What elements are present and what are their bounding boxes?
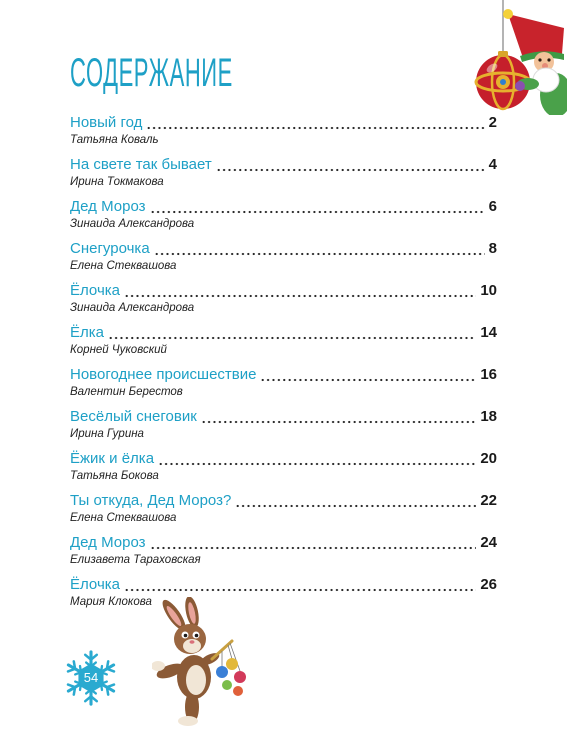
entry-page-number: 22 bbox=[480, 492, 497, 509]
entry-page-number: 18 bbox=[480, 408, 497, 425]
toc-entry-row bbox=[70, 450, 497, 468]
entry-title: Новогоднее происшествие bbox=[70, 366, 257, 383]
toc-entry bbox=[70, 576, 497, 618]
entry-title: Снегурочка bbox=[70, 240, 150, 257]
toc-entry bbox=[70, 408, 497, 450]
toc-entry bbox=[70, 534, 497, 576]
toc-entry-row bbox=[70, 366, 497, 384]
dot-leader bbox=[108, 324, 476, 342]
entry-title: На свете так бывает bbox=[70, 156, 212, 173]
toc-entry bbox=[70, 324, 497, 366]
entry-page-number: 24 bbox=[480, 534, 497, 551]
entry-author: Ирина Гурина bbox=[70, 428, 144, 440]
toc-entry-row bbox=[70, 492, 497, 510]
toc-entry-row bbox=[70, 198, 497, 216]
entry-title: Ёлочка bbox=[70, 576, 120, 593]
dot-leader bbox=[260, 366, 476, 384]
entry-page-number: 26 bbox=[480, 576, 497, 593]
dot-leader bbox=[150, 198, 485, 216]
entry-author: Мария Клокова bbox=[70, 596, 152, 608]
dot-leader bbox=[235, 492, 476, 510]
entry-title: Ёлка bbox=[70, 324, 104, 341]
toc-entry-row bbox=[70, 156, 497, 174]
toc-entry-row bbox=[70, 534, 497, 552]
entry-page-number: 14 bbox=[480, 324, 497, 341]
dot-leader bbox=[124, 282, 476, 300]
entry-title: Весёлый снеговик bbox=[70, 408, 197, 425]
page-title: СОДЕРЖАНИЕ bbox=[70, 51, 233, 95]
entry-page-number: 6 bbox=[488, 198, 497, 215]
entry-title: Ты откуда, Дед Мороз? bbox=[70, 492, 232, 509]
toc-entry bbox=[70, 114, 497, 156]
entry-title: Новый год bbox=[70, 114, 143, 131]
toc-list bbox=[70, 114, 497, 618]
entry-author: Ирина Токмакова bbox=[70, 176, 164, 188]
toc-entry-row bbox=[70, 324, 497, 342]
entry-title: Дед Мороз bbox=[70, 534, 146, 551]
page-number: 54 bbox=[83, 670, 99, 685]
dot-leader bbox=[150, 534, 477, 552]
dot-leader bbox=[154, 240, 485, 258]
entry-page-number: 10 bbox=[480, 282, 497, 299]
dot-leader bbox=[216, 156, 485, 174]
entry-page-number: 20 bbox=[480, 450, 497, 467]
dot-leader bbox=[146, 114, 484, 132]
dot-leader bbox=[158, 450, 476, 468]
entry-author: Елизавета Тараховская bbox=[70, 554, 201, 566]
toc-entry bbox=[70, 282, 497, 324]
toc-entry-row bbox=[70, 114, 497, 132]
toc-entry-row bbox=[70, 240, 497, 258]
entry-author: Елена Стеквашова bbox=[70, 512, 177, 524]
entry-page-number: 2 bbox=[488, 114, 497, 131]
toc-entry-row bbox=[70, 408, 497, 426]
entry-author: Корней Чуковский bbox=[70, 344, 167, 356]
toc-entry-row bbox=[70, 282, 497, 300]
entry-author: Валентин Берестов bbox=[70, 386, 183, 398]
toc-entry bbox=[70, 240, 497, 282]
entry-title: Дед Мороз bbox=[70, 198, 146, 215]
toc-entry bbox=[70, 366, 497, 408]
entry-author: Зинаида Александрова bbox=[70, 218, 195, 230]
toc-entry-row bbox=[70, 576, 497, 594]
entry-page-number: 4 bbox=[488, 156, 497, 173]
entry-title: Ёлочка bbox=[70, 282, 120, 299]
entry-page-number: 16 bbox=[480, 366, 497, 383]
bunny-with-ornaments-icon bbox=[152, 597, 257, 727]
gnome-with-ornament-icon bbox=[468, 0, 567, 115]
entry-author: Елена Стеквашова bbox=[70, 260, 177, 272]
toc-entry bbox=[70, 492, 497, 534]
toc-entry bbox=[70, 156, 497, 198]
toc-entry bbox=[70, 450, 497, 492]
toc-entry bbox=[70, 198, 497, 240]
dot-leader bbox=[124, 576, 476, 594]
entry-author: Татьяна Коваль bbox=[70, 134, 159, 146]
entry-title: Ёжик и ёлка bbox=[70, 450, 155, 467]
entry-page-number: 8 bbox=[488, 240, 497, 257]
entry-author: Татьяна Бокова bbox=[70, 470, 159, 482]
dot-leader bbox=[201, 408, 477, 426]
entry-author: Зинаида Александрова bbox=[70, 302, 195, 314]
